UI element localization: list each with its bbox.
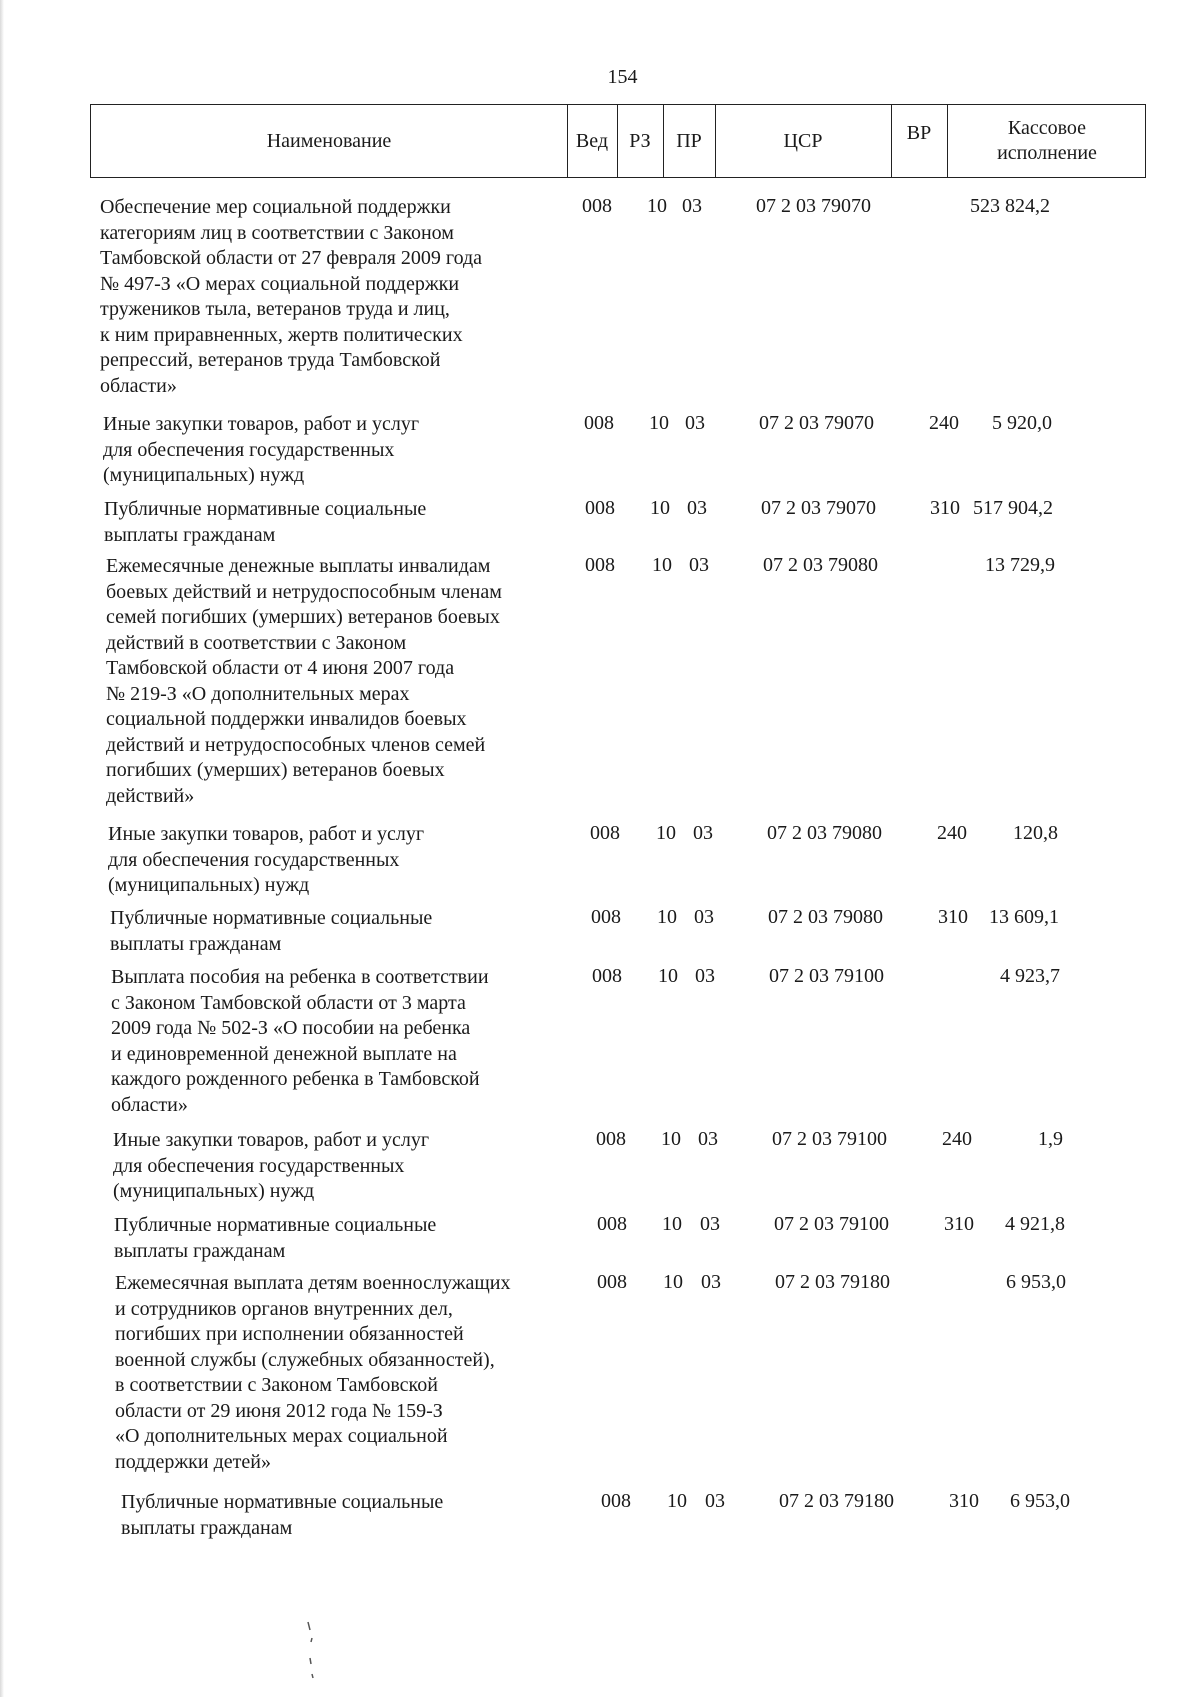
- scan-mark: [300, 1620, 320, 1680]
- row-name: Публичные нормативные социальные выплаты гражданам: [114, 1214, 437, 1262]
- row-ved: 008: [585, 497, 615, 519]
- row-vr: 240: [929, 412, 959, 434]
- row-amount: 120,8: [1013, 822, 1058, 844]
- row-name: Обеспечение мер социальной поддержки категориям лиц в соответствии с Законом Тамбовской области от 27 февраля 2009 года № 497-З «О мерах социальной поддержки тружеников тыла, ветеранов труда и лиц, к ним приравненных, жертв политических репрессий, ветеранов труда Тамбовской области»: [100, 196, 483, 397]
- row-name: Ежемесячная выплата детям военнослужащих и сотрудников органов внутренних дел, погибших при исполнении обязанностей военной службы (служебных обязанностей), в соответствии с Законом Тамбовской области от 29 июня 2012 года № 159-З «О дополнительных мерах социальной поддержки детей»: [115, 1272, 511, 1473]
- row-rz: 10: [667, 1490, 687, 1512]
- row-csr: 07 2 03 79180: [775, 1271, 890, 1293]
- row-vr: 310: [944, 1213, 974, 1235]
- row-pr: 03: [682, 195, 702, 217]
- row-name: Выплата пособия на ребенка в соответствии с Законом Тамбовской области от 3 марта 2009 года № 502-З «О пособии на ребенка и единовременной денежной выплате на каждого рожденного ребенка в Тамбовской области»: [111, 966, 489, 1116]
- row-name: Публичные нормативные социальные выплаты гражданам: [121, 1491, 444, 1539]
- row-name: Иные закупки товаров, работ и услуг для обеспечения государственных (муниципальных) нужд: [103, 413, 420, 486]
- header-rz: РЗ: [629, 129, 651, 152]
- row-pr: 03: [685, 412, 705, 434]
- row-amount: 5 920,0: [992, 412, 1052, 434]
- row-ved: 008: [601, 1490, 631, 1512]
- row-csr: 07 2 03 79070: [761, 497, 876, 519]
- row-amount: 6 953,0: [1010, 1490, 1070, 1512]
- row-rz: 10: [657, 906, 677, 928]
- row-csr: 07 2 03 79100: [772, 1128, 887, 1150]
- row-pr: 03: [705, 1490, 725, 1512]
- row-amount: 1,9: [1038, 1128, 1063, 1150]
- header-ved: Вед: [575, 129, 609, 152]
- row-rz: 10: [649, 412, 669, 434]
- row-ved: 008: [590, 822, 620, 844]
- header-pr: ПР: [676, 129, 702, 152]
- header-amount: Кассовое исполнение: [997, 117, 1097, 164]
- row-amount: 523 824,2: [970, 195, 1050, 217]
- table-header: [90, 104, 1146, 178]
- row-csr: 07 2 03 79100: [774, 1213, 889, 1235]
- row-csr: 07 2 03 79080: [768, 906, 883, 928]
- row-ved: 008: [585, 554, 615, 576]
- header-name: Наименование: [266, 129, 392, 152]
- row-ved: 008: [597, 1213, 627, 1235]
- row-pr: 03: [689, 554, 709, 576]
- row-rz: 10: [647, 195, 667, 217]
- row-amount: 4 921,8: [1005, 1213, 1065, 1235]
- row-ved: 008: [597, 1271, 627, 1293]
- row-csr: 07 2 03 79080: [763, 554, 878, 576]
- row-csr: 07 2 03 79070: [756, 195, 871, 217]
- row-ved: 008: [592, 965, 622, 987]
- row-csr: 07 2 03 79080: [767, 822, 882, 844]
- row-amount: 517 904,2: [973, 497, 1053, 519]
- row-vr: 240: [942, 1128, 972, 1150]
- row-vr: 240: [937, 822, 967, 844]
- row-name: Публичные нормативные социальные выплаты гражданам: [104, 498, 427, 546]
- row-rz: 10: [662, 1213, 682, 1235]
- row-rz: 10: [658, 965, 678, 987]
- row-name: Иные закупки товаров, работ и услуг для обеспечения государственных (муниципальных) нужд: [108, 823, 425, 896]
- row-csr: 07 2 03 79180: [779, 1490, 894, 1512]
- header-vr: ВР: [906, 122, 932, 144]
- row-ved: 008: [591, 906, 621, 928]
- header-csr: ЦСР: [783, 129, 823, 152]
- row-ved: 008: [582, 195, 612, 217]
- row-name: Ежемесячные денежные выплаты инвалидам боевых действий и нетрудоспособным членам семей погибших (умерших) ветеранов боевых действий в соответствии с Законом Тамбовской области от 4 июня 2007 года № 219-З «О дополнительных мерах социальной поддержки инвалидов боевых действий и нетрудоспособных членов семей погибших (умерших) ветеранов боевых действий»: [106, 555, 502, 807]
- row-pr: 03: [693, 822, 713, 844]
- row-rz: 10: [650, 497, 670, 519]
- row-rz: 10: [652, 554, 672, 576]
- row-amount: 6 953,0: [1006, 1271, 1066, 1293]
- row-name: Иные закупки товаров, работ и услуг для обеспечения государственных (муниципальных) нужд: [113, 1129, 430, 1202]
- row-vr: 310: [938, 906, 968, 928]
- row-vr: 310: [930, 497, 960, 519]
- row-pr: 03: [694, 906, 714, 928]
- scan-edge-shadow: [0, 0, 4, 1697]
- row-pr: 03: [698, 1128, 718, 1150]
- row-rz: 10: [661, 1128, 681, 1150]
- row-amount: 13 609,1: [989, 906, 1059, 928]
- row-ved: 008: [584, 412, 614, 434]
- row-vr: 310: [949, 1490, 979, 1512]
- row-amount: 13 729,9: [985, 554, 1055, 576]
- row-pr: 03: [701, 1271, 721, 1293]
- row-csr: 07 2 03 79070: [759, 412, 874, 434]
- row-rz: 10: [656, 822, 676, 844]
- row-amount: 4 923,7: [1000, 965, 1060, 987]
- row-pr: 03: [687, 497, 707, 519]
- page-number: 154: [607, 66, 638, 88]
- row-ved: 008: [596, 1128, 626, 1150]
- row-csr: 07 2 03 79100: [769, 965, 884, 987]
- row-pr: 03: [700, 1213, 720, 1235]
- row-pr: 03: [695, 965, 715, 987]
- row-name: Публичные нормативные социальные выплаты гражданам: [110, 907, 433, 955]
- row-rz: 10: [663, 1271, 683, 1293]
